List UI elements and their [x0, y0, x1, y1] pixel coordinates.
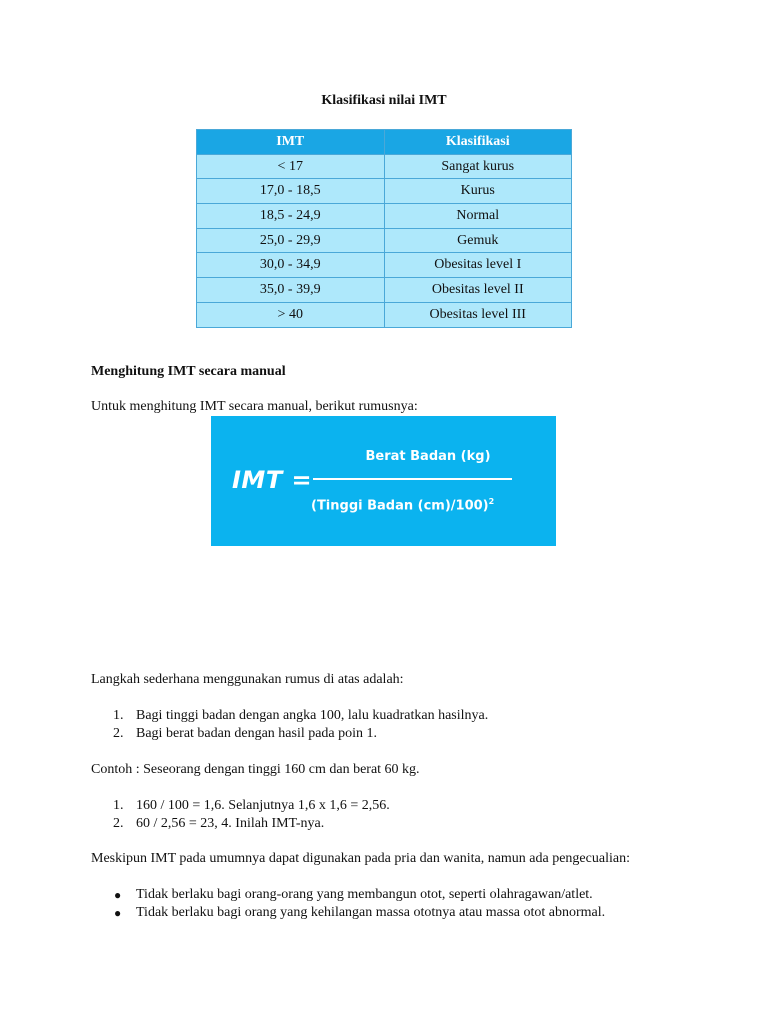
- list-item: [113, 725, 488, 743]
- steps-list: [113, 707, 489, 743]
- exception-text: Meskipun IMT pada umumnya dapat digunakan pada pria dan wanita, namun ada pengecualian:: [91, 851, 630, 866]
- table-row: [197, 302, 572, 327]
- example-steps-list: [113, 797, 390, 833]
- table-cell-klasifikasi: Obesitas level II: [384, 278, 572, 303]
- intro-text: Untuk menghitung IMT secara manual, berikut rumusnya:: [91, 399, 418, 414]
- steps-intro-text: Langkah sederhana menggunakan rumus di atas adalah:: [91, 672, 404, 687]
- table-cell-imt: 30,0 - 34,9: [197, 253, 385, 278]
- exceptions-list: [114, 886, 606, 922]
- table-cell-imt: < 17: [197, 154, 385, 179]
- list-item-text: Bagi berat badan dengan hasil pada poin 1.: [136, 726, 378, 741]
- table-row: [197, 179, 572, 204]
- table-cell-imt: 18,5 - 24,9: [197, 204, 385, 229]
- list-item: [113, 815, 390, 833]
- list-item-text: Tidak berlaku bagi orang-orang yang membangun otot, seperti olahragawan/atlet.: [136, 887, 593, 902]
- list-marker: 2.: [113, 816, 124, 831]
- formula-fraction-bar: [313, 478, 512, 480]
- table-cell-imt: 35,0 - 39,9: [197, 278, 385, 303]
- bullet-icon: ●: [114, 888, 122, 902]
- formula-exponent: 2: [488, 497, 495, 506]
- table-header-row: [197, 130, 572, 155]
- list-item: [114, 886, 605, 904]
- formula-denominator: [311, 497, 494, 513]
- table-row: [197, 253, 572, 278]
- list-item: [114, 904, 606, 922]
- list-item-text: Bagi tinggi badan dengan angka 100, lalu kuadratkan hasilnya.: [136, 708, 489, 723]
- table-cell-imt: 25,0 - 29,9: [197, 228, 385, 253]
- list-item: [113, 707, 489, 725]
- formula-lhs: IMT =: [232, 466, 313, 494]
- table-cell-klasifikasi: Kurus: [384, 179, 572, 204]
- table-cell-klasifikasi: Sangat kurus: [384, 154, 572, 179]
- list-marker: 1.: [113, 798, 124, 813]
- bullet-icon: ●: [114, 906, 122, 920]
- list-item-text: 60 / 2,56 = 23, 4. Inilah IMT-nya.: [136, 816, 325, 831]
- table-cell-klasifikasi: Obesitas level I: [384, 253, 572, 278]
- section-heading: Menghitung IMT secara manual: [91, 364, 286, 379]
- table-cell-imt: 17,0 - 18,5: [197, 179, 385, 204]
- imt-formula-image: [211, 416, 556, 546]
- table-cell-klasifikasi: Gemuk: [384, 228, 572, 253]
- column-header-imt: IMT: [197, 130, 385, 155]
- table-row: [197, 204, 572, 229]
- table-cell-klasifikasi: Normal: [384, 204, 572, 229]
- table-row: [197, 154, 572, 179]
- list-marker: 2.: [113, 726, 124, 741]
- table-cell-klasifikasi: Obesitas level III: [384, 302, 572, 327]
- document-title: Klasifikasi nilai IMT: [321, 93, 447, 108]
- example-text: Contoh : Seseorang dengan tinggi 160 cm dan berat 60 kg.: [91, 762, 420, 777]
- table-cell-imt: > 40: [197, 302, 385, 327]
- list-item-text: 160 / 100 = 1,6. Selanjutnya 1,6 x 1,6 = 2,56.: [136, 798, 390, 813]
- list-item: [113, 797, 390, 815]
- formula-numerator: Berat Badan (kg): [365, 449, 491, 464]
- table-row: [197, 228, 572, 253]
- column-header-klasifikasi: Klasifikasi: [384, 130, 572, 155]
- imt-classification-table: [196, 129, 572, 328]
- list-item-text: Tidak berlaku bagi orang yang kehilangan massa ototnya atau massa otot abnormal.: [136, 905, 606, 920]
- list-marker: 1.: [113, 708, 124, 723]
- formula-denominator-text: (Tinggi Badan (cm)/100): [311, 498, 489, 514]
- table-row: [197, 278, 572, 303]
